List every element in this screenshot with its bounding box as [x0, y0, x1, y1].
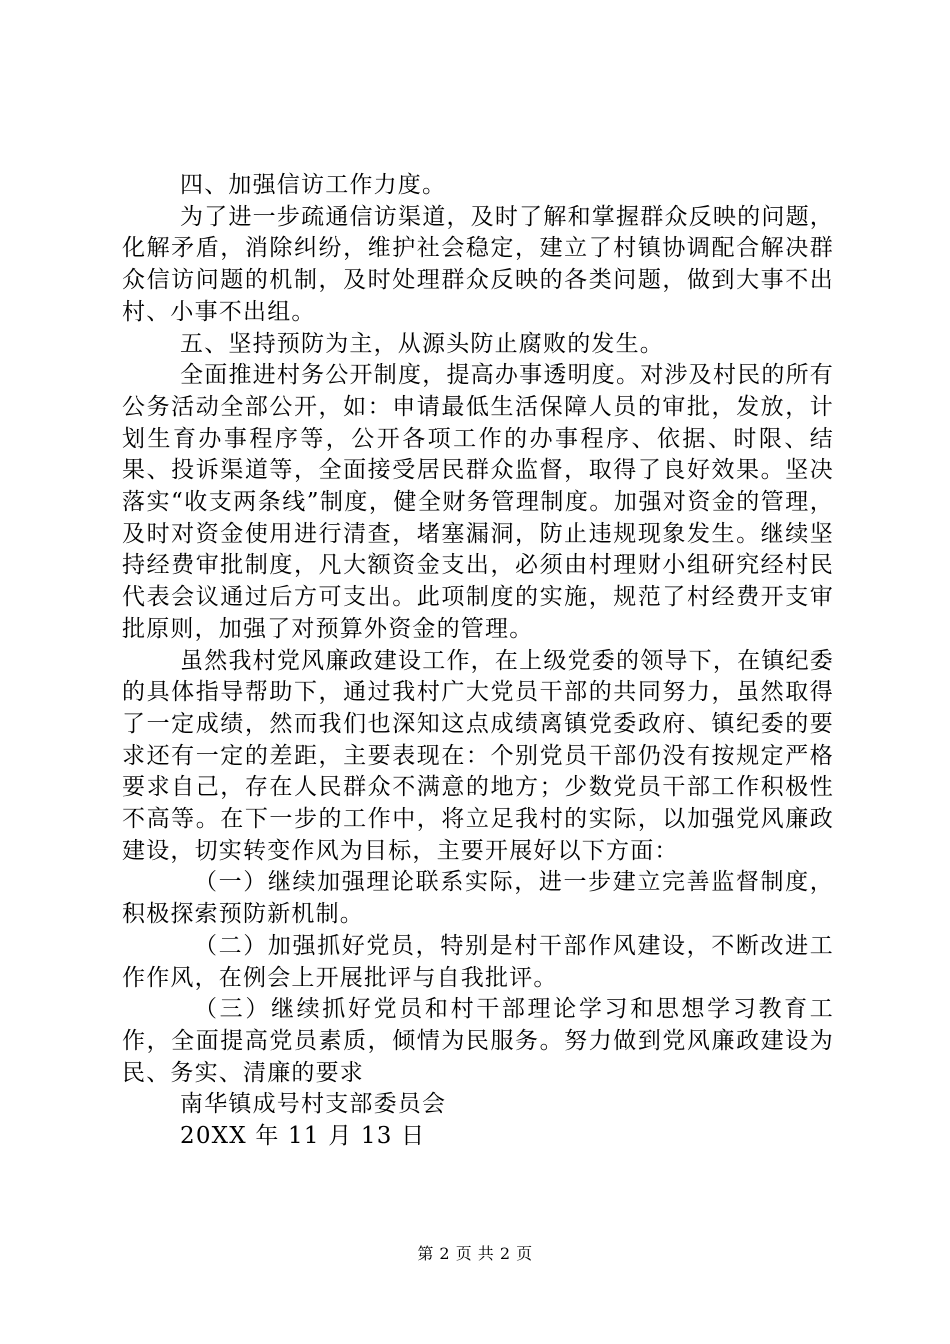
- page-footer: [0, 1244, 950, 1264]
- paragraph-village-affairs: 全面推进村务公开制度，提高办事透明度。对涉及村民的所有公务活动全部公开，如：申请最低生活保障人员的审批，发放，计划生育办事程序等，公开各项工作的办事程序、依据、时限、结果、投诉渠道等，全面接受居民群众监督，取得了良好效果。坚决落实“收支两条线”制度，健全财务管理制度。加强对资金的管理，及时对资金使用进行清查，堵塞漏洞，防止违规现象发生。继续坚持经费审批制度，凡大额资金支出，必须由村理财小组研究经村民代表会议通过后方可支出。此项制度的实施，规范了村经费开支审批原则，加强了对预算外资金的管理。: [122, 362, 834, 642]
- paragraph-summary: 虽然我村党风廉政建设工作，在上级党委的领导下，在镇纪委的具体指导帮助下，通过我村广大党员干部的共同努力，虽然取得了一定成绩，然而我们也深知这点成绩离镇党委政府、镇纪委的要求还有一定的差距，主要表现在：个别党员干部仍没有按规定严格要求自己，存在人民群众不满意的地方；少数党员干部工作积极性不高等。在下一步的工作中，将立足我村的实际，以加强党风廉政建设，切实转变作风为目标，主要开展好以下方面：: [122, 647, 834, 864]
- signature-date: 20XX 年 11 月 13 日: [180, 1123, 426, 1150]
- signature-organization: 南华镇成号村支部委员会: [180, 1091, 447, 1118]
- list-item-2: （二）加强抓好党员，特别是村干部作风建设，不断改进工作作风，在例会上开展批评与自我批评。: [122, 932, 834, 991]
- document-body: [122, 170, 834, 1153]
- section-heading-5: 五、坚持预防为主，从源头防止腐败的发生。: [180, 330, 664, 357]
- paragraph-petition-work: 为了进一步疏通信访渠道，及时了解和掌握群众反映的问题，化解矛盾，消除纠纷，维护社会稳定，建立了村镇协调配合解决群众信访问题的机制，及时处理群众反映的各类问题，做到大事不出村、小事不出组。: [122, 203, 834, 325]
- page-number: 第 2 页 共 2 页: [417, 1244, 533, 1263]
- list-item-3: （三）继续抓好党员和村干部理论学习和思想学习教育工作，全面提高党员素质，倾情为民服务。努力做到党风廉政建设为民、务实、清廉的要求: [122, 996, 834, 1086]
- section-heading-4: 四、加强信访工作力度。: [180, 172, 447, 198]
- list-item-1: （一）继续加强理论联系实际，进一步建立完善监督制度，积极探索预防新机制。: [122, 869, 834, 928]
